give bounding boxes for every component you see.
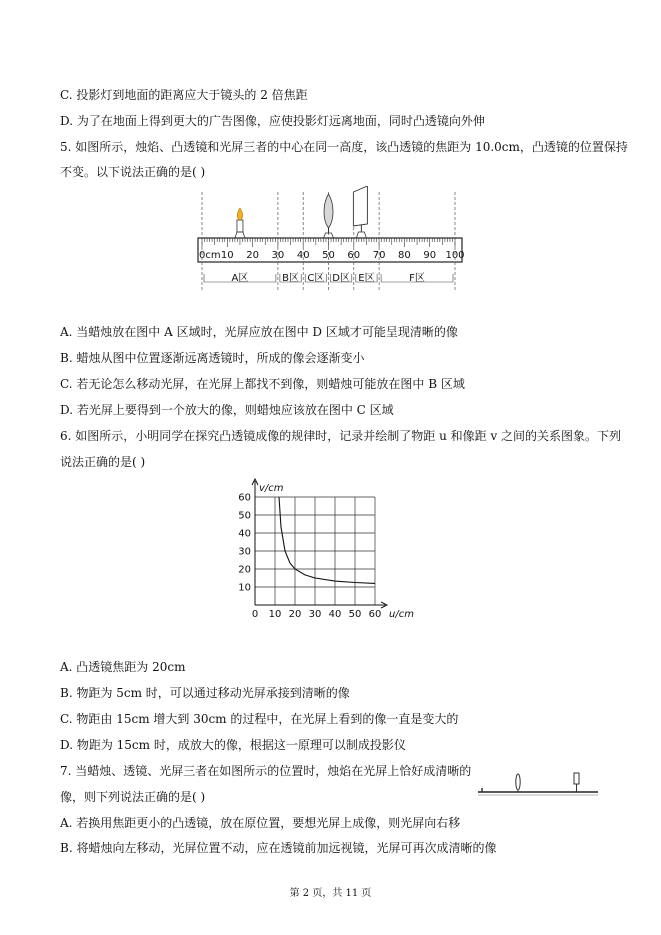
candle-holder	[235, 232, 245, 238]
line-7: D. 若光屏上要得到一个放大的像，则蜡烛应该放在图中 C 区域	[60, 403, 394, 417]
x-tick-label: 60	[368, 609, 382, 620]
x-tick-label: 10	[268, 609, 282, 620]
line-13: D. 物距为 15cm 时，成放大的像，根据这一原理可以制成投影仪	[60, 738, 406, 752]
line-3: 不变。以下说法正确的是( )	[60, 165, 206, 179]
region-label: C区	[307, 273, 325, 284]
candle-icon	[237, 220, 243, 232]
ruler-tick-label: 20	[246, 250, 259, 261]
line-6: C. 若无论怎么移动光屏，在光屏上都找不到像，则蜡烛可能放在图中 B 区域	[60, 377, 465, 391]
screen-icon	[574, 773, 579, 784]
y-tick-label: 10	[238, 582, 251, 594]
line-5: B. 蜡烛从图中位置逐渐远离透镜时，所成的像会逐渐变小	[60, 351, 365, 365]
y-tick-label: 30	[238, 546, 251, 558]
ruler-unit-label: 0cm	[199, 250, 221, 261]
line-15: 像，则下列说法正确的是( )	[60, 790, 206, 804]
flame-icon	[237, 208, 242, 220]
page-footer: 第 2 页，共 11 页	[289, 888, 372, 899]
x-tick-label: 30	[308, 609, 322, 620]
y-tick-label: 60	[238, 492, 251, 504]
x-axis-label: u/cm	[389, 609, 414, 620]
region-label: D区	[332, 273, 351, 284]
light-screen-icon	[353, 186, 367, 226]
ruler-tick-label: 90	[423, 250, 437, 261]
line-8: 6. 如图所示，小明同学在探究凸透镜成像的规律时，记录并绘制了物距 u 和像距 v 之间的关系图象。下列	[60, 429, 622, 443]
line-4: A. 当蜡烛放在图中 A 区域时，光屏应放在图中 D 区域才可能呈现清晰的像	[60, 325, 458, 339]
ruler-tick-label: 50	[322, 250, 335, 261]
region-label: B区	[282, 273, 299, 284]
ruler-tick-label: 100	[445, 250, 465, 261]
screen-holder	[356, 232, 366, 238]
line-10: A. 凸透镜焦距为 20cm	[60, 660, 186, 674]
line-16: A. 若换用焦距更小的凸透镜，放在原位置，要想光屏上成像，则光屏向右移	[60, 816, 461, 830]
uv-curve	[277, 475, 375, 583]
line-17: B. 将蜡烛向左移动，光屏位置不动，应在透镜前加远视镜，光屏可再次成清晰的像	[60, 841, 497, 855]
region-label: E区	[358, 273, 375, 284]
region-label: A区	[231, 273, 249, 284]
x-tick-label: 40	[328, 609, 342, 620]
x-tick-label: 50	[348, 609, 362, 620]
ruler-tick-label: 80	[398, 250, 411, 261]
ruler-tick-label: 60	[347, 250, 361, 261]
line-1: D. 为了在地面上得到更大的广告图像，应使投影灯远离地面，同时凸透镜向外伸	[60, 114, 485, 128]
line-11: B. 物距为 5cm 时，可以通过移动光屏承接到清晰的像	[60, 686, 350, 700]
ruler-tick-label: 70	[372, 250, 386, 261]
optical-bench-figure	[190, 186, 475, 294]
line-0: C. 投影灯到地面的距离应大于镜头的 2 倍焦距	[60, 88, 308, 102]
x-tick-label: 0	[251, 609, 259, 620]
uv-chart	[225, 475, 425, 625]
y-tick-label: 50	[238, 510, 251, 522]
lens-icon	[516, 774, 520, 790]
y-tick-label: 20	[238, 564, 251, 576]
line-14: 7. 当蜡烛、透镜、光屏三者在如图所示的位置时，烛焰在光屏上恰好成清晰的	[60, 764, 472, 778]
line-9: 说法正确的是( )	[60, 455, 146, 469]
ruler-tick-label: 30	[271, 250, 285, 261]
y-tick-label: 40	[238, 528, 251, 540]
convex-lens-icon	[324, 194, 333, 228]
ruler-tick-label: 40	[296, 250, 310, 261]
q7-bench-figure	[476, 768, 601, 800]
x-tick-label: 20	[288, 609, 302, 620]
y-axis-label: v/cm	[259, 483, 284, 494]
ruler-tick-label: 10	[220, 250, 234, 261]
region-label: F区	[409, 273, 425, 284]
line-12: C. 物距由 15cm 增大到 30cm 的过程中，在光屏上看到的像一直是变大的	[60, 712, 459, 726]
line-2: 5. 如图所示，烛焰、凸透镜和光屏三者的中心在同一高度，该凸透镜的焦距为 10.0cm，凸透镜的位置保持	[60, 140, 628, 154]
